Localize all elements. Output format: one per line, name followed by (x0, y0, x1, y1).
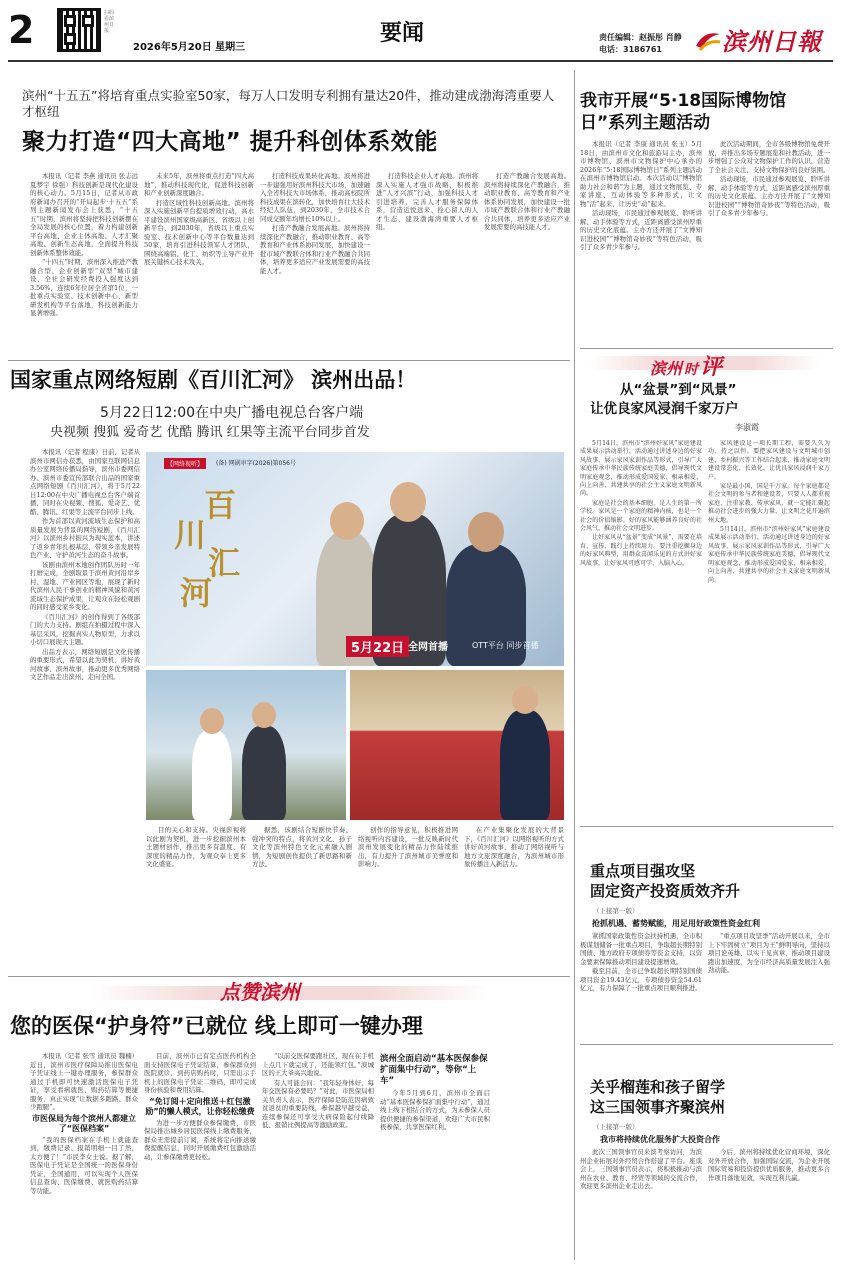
drama-col-1 (30, 448, 140, 878)
invest-subhead: 抢抓机遇、蓄势赋能，用足用好政策性资金红利 (592, 919, 760, 928)
talent-paragraph: 今后，滨州将持续优化营商环境，深化对外开放合作，加强国际交流，为企业开展国际贸易和投资提供优质服务，推动更多合作项目落地见效，实现互利共赢。 (708, 1148, 830, 1182)
zan-col-2 (144, 1052, 256, 1267)
section-rule (580, 1044, 833, 1045)
zan-paragraph: 为进一步方便群众参保缴费，市医保局推出城乡居民医保线上缴费服务，群众无需提前订阅，系统将定向推送缴费提醒信息，同时开展缴费红包激励活动，让参保缴费更轻松。 (144, 1118, 256, 1161)
comment-banner-word: 时 (684, 362, 699, 378)
poster-tag-2: OTT平台 同步首播 (472, 641, 539, 650)
photo-person-head (512, 686, 538, 714)
logo-mark-icon (694, 28, 722, 52)
poster-actor-1-head (330, 502, 364, 540)
museum-col-2 (708, 140, 830, 340)
poster-badge: 【网络视听】 (164, 458, 206, 469)
drama-paragraph: 在产业集聚化发展的大背景下，《百川汇河》以网络视听的方式讲好黄河故事，推动了网络视听与地方文旅深度融合，为滨州城市形象传播注入新活力。 (464, 826, 564, 868)
poster-date: 5月22日 (346, 636, 409, 657)
lead-headline: 聚力打造“四大高地” 提升科创体系效能 (22, 129, 438, 155)
drama-col-2 (146, 826, 246, 890)
comment-paragraph: 5月14日，滨州市“滨州好家风”家庭建设成果展示活动举行。活动通过讲述身边的好家风故事、展示家风家训作品等形式，引导广大家庭传承中华民族传统家庭美德，倡导现代文明家庭观念，推动形成爱国爱家、相亲相爱、向上向善、共建共享的社会主义家庭文明新风尚。 (580, 440, 702, 498)
photo-person-head (252, 702, 276, 728)
poster-license: (备) 网剧审字(2026)第056号 (216, 460, 296, 467)
drama-paragraph: 《百川汇河》的创作得到了各级部门的大力支持。剧组在拍摄过程中深入基层采风，挖掘真实人物原型，力求以小切口展现大主题。 (30, 612, 140, 646)
zan-headline: 您的医保“护身符”已就位 线上即可一键办理 (10, 1014, 423, 1038)
zan-col-3 (262, 1052, 374, 1267)
invest-headline-1: 重点项目强攻坚 (590, 862, 696, 880)
zan-col-1 (30, 1052, 138, 1267)
invest-note: （上接第一版） (593, 907, 639, 915)
talent-headline-2: 这三国领事齐聚滨州 (590, 1098, 726, 1116)
zan-banner: 点赞滨州 (220, 980, 300, 1004)
drama-paragraph: 作为首部以黄河流域生态保护和高质量发展为背景的网络短剧，《百川汇河》以滨州乡村振兴为现实蓝本，讲述了返乡青年扎根基层、带领乡亲发展特色产业、守护黄河生态的奋斗故事。 (30, 517, 140, 559)
section-rule (8, 360, 570, 361)
invest-col-2 (708, 932, 830, 1028)
drama-paragraph: 据悉，该剧结合短剧快节奏、强冲突的特点，将黄河文化、孙子文化等滨州特色文化元素融入剧情，为短剧创作提供了新思路和新方法。 (252, 826, 352, 868)
invest-headline-2: 固定资产投资质效齐升 (590, 882, 741, 900)
comment-headline-1: 从“盆景”到“风景” (620, 382, 737, 398)
zan-subhead: 市医保局为每个滨州人都建立了“医保档案” (32, 1113, 136, 1133)
museum-headline: 我市开展“5·18国际博物馆日”系列主题活动 (580, 91, 787, 133)
talent-col-1 (580, 1148, 702, 1266)
museum-paragraph: 此次活动期间，全市各级博物馆免费开放，并推出多场专题展览和社教活动，进一步增强了公众对文物保护工作的认识，营造了全社会关注、支持文物保护的良好氛围。 (708, 140, 830, 174)
zan-paragraph: “以前交医保要跑社区，现在在手机上点几下就完成了，还能领红包。”滨城区的王大爷高兴地说。 (262, 1052, 374, 1077)
comment-col-2 (708, 440, 830, 820)
comment-paragraph: 家庭是社会的基本细胞，是人生的第一所学校。家风是一个家庭的精神内核，也是一个社会的价值缩影。好的家风能够涵养良好的社会风气，推动社会文明进步。 (580, 499, 702, 533)
lead-paragraph: 打造产教融合发展高地。滨州将持续深化产教融合，推动职业教育、高等教育和产业体系协同发展，加快建设一批市域产教联合体和行业产教融合共同体，培养更多适应产业发展需要的高技能人才。 (260, 224, 370, 275)
drama-paragraph: 出品方表示，网络短剧是文化传播的重要形式，希望以此为契机，讲好黄河故事、滨州故事，推动更多优秀网络文艺作品走出滨州、走向全国。 (30, 647, 140, 681)
zan-paragraph: “我的医保档案在手机上就能查到，缴费记录、报销明细一目了然，太方便了！”市民李女士说。据了解，医保电子凭证是全国统一的医保身份凭证，全国通用，可以实现个人医保信息查询、医保缴费、就医购药结算等功能。 (30, 1135, 138, 1195)
lead-paragraph: 打造科技企业人才高地。滨州将深入实施人才强市战略，积极推进“人才兴滨”行动，加强科技人才引进培养，完善人才服务保障体系，营造近悦远来、拴心留人的人才生态，建设渤海湾重要人才枢纽。 (376, 172, 478, 231)
poster-tag-1: 全网首播 (408, 642, 448, 653)
lead-col-1 (30, 172, 138, 352)
talent-col-2 (708, 1148, 830, 1266)
column-divider (574, 70, 575, 1260)
drama-paragraph: 本报讯（记者 程康）日前，记者从滨州市网信办获悉，由国家互联网信息办公室网络传播局指导，滨州市委网信办、滨州市委宣传部联合出品的国家重点网络短剧《百川汇河》，将于5月22日12:00在中央广播电视总台客户端首播，同时在央视频、搜狐、爱奇艺、优酷、腾讯、红果等主流平台同步上线。 (30, 448, 140, 516)
comment-banner (650, 350, 722, 381)
comment-banner-word: 滨州 (650, 359, 683, 378)
qr-code[interactable] (57, 8, 101, 52)
museum-paragraph: 本报讯（记者 李康 通讯员 张玉）5月18日，由滨州市文化和旅游局主办，滨州市博物馆、滨州市文物保护中心承办的2026年“5·18国际博物馆日”系列主题活动在滨州市博物馆启动。本次活动以“博物馆助力社会和谐”为主题，通过文物展览、专家讲座、互动体验等多种形式，让文物“活”起来、让历史“动”起来。 (580, 140, 702, 208)
poster-title (174, 480, 264, 612)
comment-paragraph: 让好家风从“盆景”变成“风景”，需要在培育、宣传、践行上持续用力。要注重挖掘身边的好家风典型，用群众喜闻乐见的方式讲好家风故事，让好家风可感可学、入脑入心。 (580, 534, 702, 567)
drama-col-3 (252, 826, 352, 890)
lead-kicker: 滨州“十五五”将培育重点实验室50家，每万人口发明专利拥有量达20件，推动建成渤海湾重要人才枢纽 (22, 88, 555, 119)
comment-paragraph: 家风建设是一项长期工程，需要久久为功、持之以恒。要把家风建设与文明城市创建、乡村振兴等工作结合起来，推动家庭文明建设常态化、长效化，让优良家风浸润千家万户。 (708, 440, 830, 481)
poster-actor-3-head (468, 512, 504, 552)
invest-paragraph: 紧抓国家政策性资金扶持机遇，全市积极谋划储备一批重点项目，争取超长期特别国债、地方政府专项债券等资金支持，以资金要素保障推动项目建设提速增效。 (580, 932, 702, 966)
invest-col-1 (580, 932, 702, 1028)
talent-subhead: 我市将持续优化服务扩大投资合作 (600, 1135, 720, 1144)
zan-paragraph: 有人可能会问：“我年轻身体好，每年交医保有必要吗？”对此，市医保局相关负责人表示，医疗保障是防范因病致贫返贫的重要防线，参保越早越受益，连续参保还可享受大病保险起付线降低、报销比例提高等激励政策。 (262, 1078, 374, 1129)
talent-paragraph: 此次三国领事官员来滨考察访问，为滨州企业拓展对外经贸合作搭建了平台。座谈会上，三国领事官员表示，将积极推动与滨州在农业、教育、经贸等领域的交流合作，欢迎更多滨州企业走出去。 (580, 1148, 702, 1190)
drama-col-4 (358, 826, 458, 890)
lead-paragraph: 打造科技成果转化高地。滨州将进一步建强用好滨州科技大市场，加速融入全省科技大市场体系，推动高校院所科技成果在滨转化，加快培育壮大技术经纪人队伍，到2030年，全市技术合同成交额年均增长10%以上。 (260, 172, 370, 223)
invest-paragraph: 截至目前，全市已争取超长期特别国债项目资金19.43亿元，专项债券资金54.61亿元，有力保障了一批重点项目顺利推进。 (580, 967, 702, 992)
invest-paragraph: “重点项目攻坚季”活动开展以来，全市上下牢固树立“项目为王”鲜明导向，坚持以项目论英雄、以实干见真章，推动项目建设跑出加速度，为全市经济高质量发展注入强劲动能。 (708, 932, 830, 974)
section-rule (580, 348, 833, 349)
editor-info: 责任编辑：赵振彤 肖静 (599, 33, 682, 42)
qr-caption: 扫码看滨州日报 (104, 10, 115, 34)
lead-col-2 (144, 172, 254, 352)
drama-deck-2: 央视频 搜狐 爱奇艺 优酷 腾讯 红果等主流平台同步首发 (50, 425, 370, 440)
comment-headline-2: 让优良家风浸润千家万户 (590, 401, 739, 417)
talent-headline-1: 关乎榴莲和孩子留学 (590, 1078, 726, 1096)
issue-date: 2026年5月20日 星期三 (133, 42, 246, 53)
drama-poster (146, 452, 564, 666)
editor-phone: 电话：3186761 (599, 45, 662, 54)
poster-actor-2-head (390, 482, 426, 522)
lead-paragraph: 打造区域性科技创新高地。滨州将深入实施创新平台提质增效行动，高水平建设滨州国家级高新区、省级以上创新平台，到2030年，省级以上重点实验室、技术创新中心等平台数量达到50家，培育引进科技领军人才团队，围绕高端铝、化工、纺织等主导产业开展关键核心技术攻关。 (144, 198, 254, 266)
lead-col-5 (484, 172, 570, 352)
drama-col-5 (464, 826, 564, 890)
comment-banner-word: 评 (700, 354, 723, 380)
poster-title-char: 汇 (208, 544, 241, 582)
poster-title-char: 百 (204, 486, 237, 524)
comment-col-1 (580, 440, 702, 820)
zan-paragraph: 本报讯（记者 张雪 通讯员 魏楠）近日，滨州市医疗保障局推出医保电子凭证线上一键办理服务，参保群众通过手机即可快速激活医保电子凭证，享受看病就医、购药结算等便捷服务，真正实现“让数据多跑路、群众少跑腿”。 (30, 1052, 138, 1111)
drama-deck-1: 5月22日12:00在中央广播电视总台客户端 (100, 405, 364, 421)
page-number: 2 (8, 8, 35, 52)
photo-person (500, 710, 550, 820)
drama-paragraph: 目的关心和支持。央视影视将以此剧为契机，进一步挖掘滨州本土题材创作，推出更多有温度、有深度的精品力作，为观众奉上更多文化盛宴。 (146, 826, 246, 868)
zan-box-title: 滨州全面启动“基本医保参保扩面集中行动”，等你“上车” (380, 1054, 488, 1086)
drama-headline: 国家重点网络短剧《百川汇河》 滨州出品！ (10, 368, 417, 392)
lead-paragraph: 未来5年，滨州将重点打造“四大高地”，推动科技现代化，促进科技创新和产业创新深度融合。 (144, 172, 254, 197)
header-rule (8, 60, 833, 62)
poster-title-char: 川 (174, 516, 207, 554)
photo-person-head (200, 708, 224, 734)
comment-author: 李淑霞 (735, 423, 759, 432)
zan-subhead: “免订阅＋定向推送＋红包激励”的懒人模式，让你轻松缴费 (145, 1096, 255, 1116)
comment-paragraph: 家是最小国，国是千万家。每个家庭都是社会文明的参与者和建设者，只要人人都重视家庭、注重家教、传承家风，就一定能汇聚起推动社会进步的强大力量，让文明之花开遍滨州大地。 (708, 483, 830, 524)
zan-col-4 (380, 1052, 490, 1267)
talent-note: （上接第一版） (593, 1123, 639, 1131)
zan-paragraph: 今年5月到6月，滨州市全面启动“基本医保参保扩面集中行动”，通过线上线下相结合的方式，为未参保人员提供便捷的参保渠道，欢迎广大市民积极参保，共享医保红利。 (380, 1089, 490, 1131)
lead-col-4 (376, 172, 478, 352)
lead-paragraph: “十四五”时期，滨州深入推进产教融合型、企业创新型“双型”城市建设，全社会研发经费投入强度达到3.56%，连续6年位居全省第1位，一批重点实验室、技术创新中心、新型研发机构等平台落地，科技创新能力显著增强。 (30, 258, 138, 317)
lead-col-3 (260, 172, 370, 352)
poster-title-char: 河 (180, 574, 213, 612)
lead-paragraph: 打造产教融合发展高地。滨州将持续深化产教融合，推动职业教育、高等教育和产业体系协同发展，加快建设一批市域产教联合体和行业产教融合共同体，培养更多适应产业发展需要的高技能人才。 (484, 172, 570, 231)
section-rule (580, 826, 833, 827)
masthead-logo: 滨州日報 (722, 27, 822, 56)
lead-paragraph: 本报讯（记者 李燕 通讯员 张志远 夏梦宇 徐强）科技创新是现代化建设的核心动力。5月15日，记者从市政府新闻办召开的“开局起步·十五五”系列主题新闻发布会上获悉，“十五五”时期，滨州将坚持把科技创新摆在全局发展的核心位置，着力构建创新平台高地、企业主体高地、人才汇聚高地、创新生态高地，全面提升科技创新体系整体效能。 (30, 172, 138, 257)
section-title: 要闻 (380, 21, 425, 46)
drama-paragraph: 该剧由滨州本地创作团队历时一年打磨完成，全剧取景于滨州黄河沿岸乡村、湿地、产业园区等地，展现了新时代滨州人民干事创业的精神风貌和黄河流域生态保护成果，让观众在轻松观剧的同时感受家乡变化。 (30, 560, 140, 611)
zan-paragraph: 目前，滨州市已有定点医药机构全面支持医保电子凭证结算，参保群众到医院就诊、到药店购药时，只需出示手机上的医保电子凭证二维码，即可完成身份核验和费用结算。 (144, 1052, 256, 1094)
drama-paragraph: 创作的指导意见，积极推进网络视听内容建设，一批反映新时代滨州发展变化的精品力作陆续推出，有力提升了滨州城市美誉度和影响力。 (358, 826, 458, 868)
photo-person (242, 726, 286, 820)
drama-photo-2 (350, 670, 564, 820)
museum-col-1 (580, 140, 702, 340)
photo-person (192, 730, 232, 820)
drama-photo-1 (146, 670, 346, 820)
museum-paragraph: 活动现场，市民通过参观展览、聆听讲解、动手体验等方式，近距离感受滨州厚重的历史文化底蕴。主办方还开展了“文博知识进校园”“博物馆奇妙夜”等特色活动，吸引了众多青少年参与。 (708, 175, 830, 217)
museum-paragraph: 活动现场，市民通过参观展览、聆听讲解、动手体验等方式，近距离感受滨州厚重的历史文化底蕴。主办方还开展了“文博知识进校园”“博物馆奇妙夜”等特色活动，吸引了众多青少年参与。 (580, 209, 702, 251)
comment-paragraph: 5月14日，滨州市“滨州好家风”家庭建设成果展示活动举行。活动通过讲述身边的好家风故事、展示家风家训作品等形式，引导广大家庭传承中华民族传统家庭美德，倡导现代文明家庭观念，推动形成爱国爱家、相亲相爱、向上向善、共建共享的社会主义家庭文明新风尚。 (708, 526, 830, 584)
